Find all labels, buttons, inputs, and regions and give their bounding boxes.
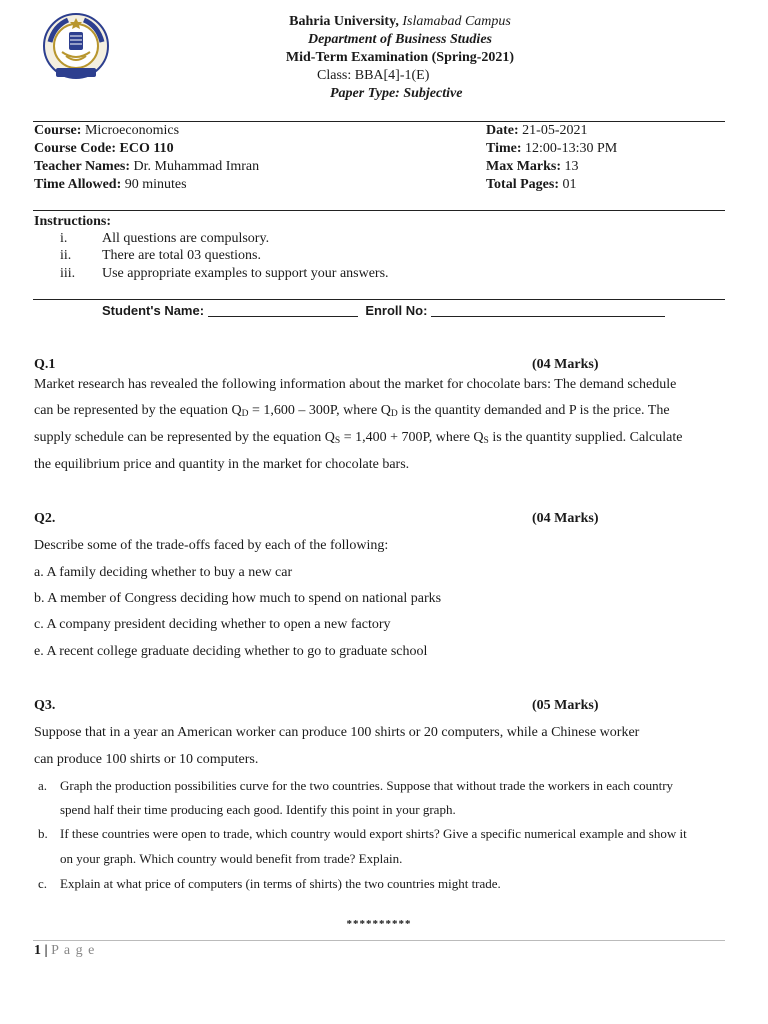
instruction-number: ii.	[60, 248, 72, 263]
q3-marks: (05 Marks)	[532, 698, 599, 713]
time-label: Time:	[486, 141, 522, 156]
divider	[33, 210, 725, 211]
time-value: 12:00-13:30 PM	[525, 141, 618, 156]
q1-text: is the quantity supplied. Calculate	[488, 430, 683, 445]
time-row	[486, 140, 617, 158]
q1-text: supply schedule can be represented by the equation Q	[34, 430, 335, 445]
exam-title: Mid-Term Examination (Spring-2021)	[285, 50, 515, 65]
q3-item-continuation: spend half their time producing each good. Identify this point in your graph.	[60, 802, 456, 817]
total-pages-label: Total Pages:	[486, 177, 559, 192]
subscript: S	[334, 436, 341, 446]
instruction-text: There are total 03 questions.	[102, 248, 262, 263]
enroll-blank[interactable]	[431, 304, 665, 317]
student-name-blank[interactable]	[208, 304, 358, 317]
course-value: Microeconomics	[84, 123, 180, 138]
class-line: Class: BBA[4]-1(E)	[317, 68, 430, 83]
q1-text-line: the equilibrium price and quantity in the market for chocolate bars.	[34, 457, 410, 472]
max-marks-row	[486, 158, 579, 176]
subscript: D	[390, 409, 398, 419]
q2-item: a. A family deciding whether to buy a new car	[34, 565, 293, 580]
q1-text: = 1,600 – 300P, where Q	[248, 403, 391, 418]
course-code-row	[34, 140, 174, 158]
q3-item-text: If these countries were open to trade, which country would export shirts? Give a specific numerical example and show it	[60, 826, 687, 841]
course-row	[34, 122, 179, 140]
instruction-text: All questions are compulsory.	[102, 231, 270, 246]
enroll-label: Enroll No:	[365, 303, 428, 318]
paper-type: Paper Type: Subjective	[330, 86, 463, 101]
q1-text-line	[34, 403, 670, 419]
total-pages-value: 01	[562, 177, 577, 192]
teacher-label: Teacher Names:	[34, 159, 131, 174]
q1-label: Q.1	[34, 357, 56, 372]
time-allowed-row	[34, 176, 187, 194]
q2-item: b. A member of Congress deciding how much to spend on national parks	[34, 591, 442, 606]
page-footer	[34, 943, 95, 959]
teacher-value: Dr. Muhammad Imran	[133, 159, 260, 174]
time-allowed-value: 90 minutes	[124, 177, 187, 192]
q3-item-number: b.	[38, 826, 48, 841]
subscript: S	[483, 436, 489, 446]
q3-item-continuation: on your graph. Which country would benefit from trade? Explain.	[60, 851, 403, 866]
course-code-value: ECO 110	[119, 141, 174, 156]
q3-intro-line: can produce 100 shirts or 10 computers.	[34, 752, 259, 767]
q1-marks: (04 Marks)	[532, 357, 599, 372]
page-separator: |	[41, 943, 52, 958]
q2-item: c. A company president deciding whether to open a new factory	[34, 617, 391, 632]
course-code-label: Course Code:	[34, 141, 117, 156]
university-title	[0, 13, 768, 31]
date-row	[486, 122, 587, 140]
q3-item-text: Graph the production possibilities curve for the two countries. Suppose that without trade the workers in each country	[60, 778, 674, 793]
page-word: P a g e	[51, 943, 96, 958]
end-stars: **********	[346, 918, 412, 930]
q1-text: can be represented by the equation Q	[34, 403, 242, 418]
q3-item-c	[38, 876, 501, 892]
university-name: Bahria University,	[289, 14, 399, 29]
q3-item-b	[38, 826, 687, 842]
course-label: Course:	[34, 123, 82, 138]
subscript: D	[241, 409, 249, 419]
q3-item-number: a.	[38, 778, 48, 793]
q1-text-line: Market research has revealed the following information about the market for chocolate bars: The demand schedule	[34, 377, 677, 392]
footer-divider	[33, 940, 725, 941]
max-marks-value: 13	[564, 159, 579, 174]
date-value: 21-05-2021	[522, 123, 588, 138]
instruction-number: iii.	[60, 266, 76, 281]
instructions-heading: Instructions:	[34, 214, 112, 229]
q2-marks: (04 Marks)	[532, 511, 599, 526]
total-pages-row	[486, 176, 576, 194]
time-allowed-label: Time Allowed:	[34, 177, 122, 192]
q2-label: Q2.	[34, 511, 56, 526]
date-label: Date:	[486, 123, 519, 138]
page-number: 1	[34, 943, 41, 958]
q3-label: Q3.	[34, 698, 56, 713]
q1-text: is the quantity demanded and P is the price. The	[397, 403, 670, 418]
teacher-row	[34, 158, 259, 176]
q2-intro: Describe some of the trade-offs faced by each of the following:	[34, 538, 389, 553]
q3-item-text: Explain at what price of computers (in terms of shirts) the two countries might trade.	[60, 876, 501, 891]
instruction-number: i.	[60, 231, 68, 246]
instruction-text: Use appropriate examples to support your answers.	[102, 266, 389, 281]
q3-intro-line: Suppose that in a year an American worker can produce 100 shirts or 20 computers, while a Chinese worker	[34, 725, 640, 740]
q1-text-line	[34, 430, 682, 446]
divider	[33, 299, 725, 300]
student-name-label: Student's Name:	[102, 303, 205, 318]
student-row	[102, 303, 665, 318]
q2-item: e. A recent college graduate deciding whether to go to graduate school	[34, 644, 428, 659]
q1-text: = 1,400 + 700P, where Q	[340, 430, 484, 445]
campus-name: Islamabad Campus	[402, 14, 511, 29]
max-marks-label: Max Marks:	[486, 159, 562, 174]
q3-item-a	[38, 778, 673, 794]
q3-item-number: c.	[38, 876, 48, 891]
department-name: Department of Business Studies	[308, 32, 492, 47]
